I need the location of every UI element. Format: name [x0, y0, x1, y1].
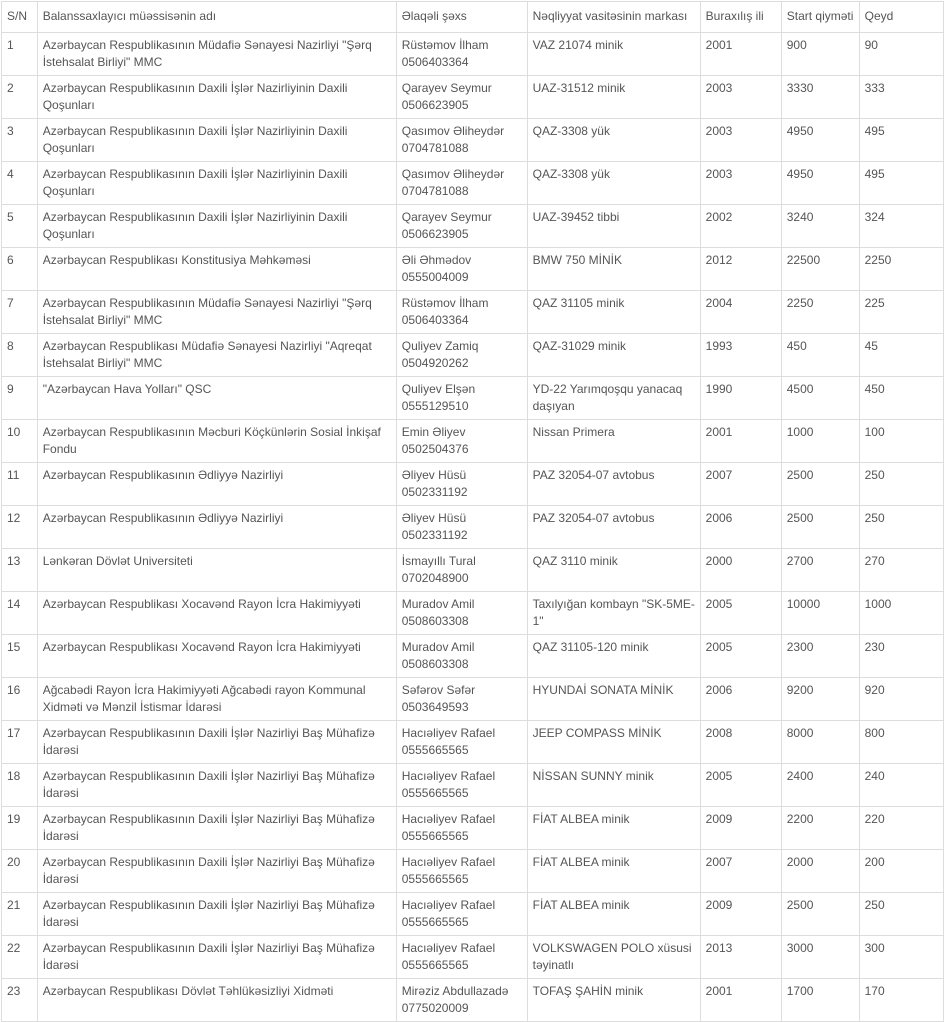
cell-release-year: 2005: [700, 592, 781, 635]
cell-vehicle-brand: HYUNDAİ SONATA MİNİK: [527, 678, 700, 721]
cell-contact-person: Əliyev Hüsü 0502331192: [396, 506, 527, 549]
cell-sn: 16: [2, 678, 38, 721]
cell-sn: 15: [2, 635, 38, 678]
cell-note: 45: [859, 334, 943, 377]
cell-contact-person: Əli Əhmədov 0555004009: [396, 248, 527, 291]
cell-note: 1000: [859, 592, 943, 635]
table-row: [2, 248, 944, 291]
header-release-year: Buraxılış ili: [700, 2, 781, 33]
cell-contact-person: Qasımov Əliheydər 0704781088: [396, 162, 527, 205]
cell-contact-person: Mirəziz Abdullazadə 0775020009: [396, 979, 527, 1022]
cell-note: 450: [859, 377, 943, 420]
cell-note: 2250: [859, 248, 943, 291]
cell-contact-person: Qarayev Seymur 0506623905: [396, 76, 527, 119]
cell-contact-person: Emin Əliyev 0502504376: [396, 420, 527, 463]
cell-contact-person: Qasımov Əliheydər 0704781088: [396, 119, 527, 162]
cell-sn: 9: [2, 377, 38, 420]
cell-vehicle-brand: UAZ-31512 minik: [527, 76, 700, 119]
cell-organization: Azərbaycan Respublikası Xocavənd Rayon İcra Hakimiyyəti: [37, 635, 396, 678]
cell-note: 100: [859, 420, 943, 463]
cell-organization: "Azərbaycan Hava Yolları" QSC: [37, 377, 396, 420]
cell-sn: 8: [2, 334, 38, 377]
cell-vehicle-brand: FİAT ALBEA minik: [527, 893, 700, 936]
cell-contact-person: Hacıəliyev Rafael 0555665565: [396, 764, 527, 807]
table-row: [2, 764, 944, 807]
cell-note: 270: [859, 549, 943, 592]
header-start-price: Start qiyməti: [781, 2, 859, 33]
table-row: [2, 893, 944, 936]
cell-sn: 19: [2, 807, 38, 850]
cell-release-year: 2008: [700, 721, 781, 764]
cell-sn: 21: [2, 893, 38, 936]
cell-organization: Azərbaycan Respublikası Müdafiə Sənayesi Nazirliyi "Aqreqat İstehsalat Birliyi" MMC: [37, 334, 396, 377]
table-row: [2, 334, 944, 377]
cell-note: 240: [859, 764, 943, 807]
cell-organization: Azərbaycan Respublikası Konstitusiya Məhkəməsi: [37, 248, 396, 291]
table-row: [2, 807, 944, 850]
cell-contact-person: Hacıəliyev Rafael 0555665565: [396, 850, 527, 893]
cell-organization: Azərbaycan Respublikasının Müdafiə Sənayesi Nazirliyi "Şərq İstehsalat Birliyi" MMC: [37, 33, 396, 76]
cell-contact-person: Hacıəliyev Rafael 0555665565: [396, 893, 527, 936]
cell-organization: Azərbaycan Respublikasının Daxili İşlər Nazirliyi Baş Mühafizə İdarəsi: [37, 893, 396, 936]
cell-sn: 10: [2, 420, 38, 463]
cell-start-price: 2700: [781, 549, 859, 592]
cell-release-year: 2009: [700, 807, 781, 850]
table-row: [2, 592, 944, 635]
cell-note: 200: [859, 850, 943, 893]
cell-organization: Lənkəran Dövlət Universiteti: [37, 549, 396, 592]
cell-release-year: 2000: [700, 549, 781, 592]
cell-release-year: 2003: [700, 76, 781, 119]
header-contact-person: Əlaqəli şəxs: [396, 2, 527, 33]
cell-vehicle-brand: Nissan Primera: [527, 420, 700, 463]
table-row: [2, 936, 944, 979]
cell-organization: Azərbaycan Respublikasının Ədliyyə Nazirliyi: [37, 463, 396, 506]
cell-release-year: 1993: [700, 334, 781, 377]
cell-organization: Azərbaycan Respublikasının Daxili İşlər Nazirliyinin Daxili Qoşunları: [37, 119, 396, 162]
cell-organization: Azərbaycan Respublikasının Daxili İşlər Nazirliyi Baş Mühafizə İdarəsi: [37, 721, 396, 764]
cell-contact-person: Hacıəliyev Rafael 0555665565: [396, 807, 527, 850]
cell-vehicle-brand: UAZ-39452 tibbi: [527, 205, 700, 248]
cell-start-price: 4950: [781, 119, 859, 162]
cell-release-year: 2003: [700, 119, 781, 162]
cell-contact-person: Səfərov Səfər 0503649593: [396, 678, 527, 721]
cell-note: 324: [859, 205, 943, 248]
table-row: [2, 721, 944, 764]
table-header-row: [2, 2, 944, 33]
table-row: [2, 291, 944, 334]
cell-organization: Azərbaycan Respublikasının Ədliyyə Nazirliyi: [37, 506, 396, 549]
cell-note: 225: [859, 291, 943, 334]
cell-contact-person: Hacıəliyev Rafael 0555665565: [396, 936, 527, 979]
cell-start-price: 2200: [781, 807, 859, 850]
cell-contact-person: İsmayıllı Tural 0702048900: [396, 549, 527, 592]
cell-vehicle-brand: YD-22 Yarımqoşqu yanacaq daşıyan: [527, 377, 700, 420]
cell-sn: 2: [2, 76, 38, 119]
cell-contact-person: Quliyev Zamiq 0504920262: [396, 334, 527, 377]
cell-release-year: 2001: [700, 420, 781, 463]
cell-vehicle-brand: PAZ 32054-07 avtobus: [527, 463, 700, 506]
cell-start-price: 900: [781, 33, 859, 76]
cell-vehicle-brand: QAZ 31105 minik: [527, 291, 700, 334]
cell-start-price: 10000: [781, 592, 859, 635]
cell-start-price: 4950: [781, 162, 859, 205]
cell-vehicle-brand: QAZ 31105-120 minik: [527, 635, 700, 678]
cell-sn: 17: [2, 721, 38, 764]
cell-organization: Azərbaycan Respublikasının Məcburi Köçkünlərin Sosial İnkişaf Fondu: [37, 420, 396, 463]
cell-start-price: 450: [781, 334, 859, 377]
cell-organization: Azərbaycan Respublikasının Daxili İşlər Nazirliyinin Daxili Qoşunları: [37, 76, 396, 119]
cell-start-price: 2500: [781, 506, 859, 549]
cell-release-year: 2009: [700, 893, 781, 936]
cell-start-price: 2500: [781, 463, 859, 506]
cell-start-price: 4500: [781, 377, 859, 420]
cell-release-year: 2001: [700, 979, 781, 1022]
cell-vehicle-brand: QAZ-3308 yük: [527, 119, 700, 162]
cell-start-price: 1700: [781, 979, 859, 1022]
cell-release-year: 2006: [700, 678, 781, 721]
table-row: [2, 549, 944, 592]
cell-release-year: 2012: [700, 248, 781, 291]
table-row: [2, 119, 944, 162]
cell-sn: 12: [2, 506, 38, 549]
cell-contact-person: Muradov Amil 0508603308: [396, 635, 527, 678]
cell-sn: 13: [2, 549, 38, 592]
cell-release-year: 2001: [700, 33, 781, 76]
cell-vehicle-brand: VAZ 21074 minik: [527, 33, 700, 76]
cell-contact-person: Rüstəmov İlham 0506403364: [396, 291, 527, 334]
cell-contact-person: Muradov Amil 0508603308: [396, 592, 527, 635]
cell-organization: Azərbaycan Respublikasının Daxili İşlər Nazirliyinin Daxili Qoşunları: [37, 162, 396, 205]
cell-release-year: 1990: [700, 377, 781, 420]
vehicle-auction-table: [1, 1, 944, 1022]
cell-vehicle-brand: FİAT ALBEA minik: [527, 850, 700, 893]
cell-sn: 11: [2, 463, 38, 506]
cell-note: 170: [859, 979, 943, 1022]
cell-note: 250: [859, 463, 943, 506]
cell-organization: Azərbaycan Respublikasının Daxili İşlər Nazirliyi Baş Mühafizə İdarəsi: [37, 764, 396, 807]
cell-start-price: 8000: [781, 721, 859, 764]
cell-note: 230: [859, 635, 943, 678]
cell-sn: 14: [2, 592, 38, 635]
cell-sn: 7: [2, 291, 38, 334]
table-row: [2, 33, 944, 76]
cell-sn: 4: [2, 162, 38, 205]
cell-organization: Azərbaycan Respublikasının Daxili İşlər Nazirliyi Baş Mühafizə İdarəsi: [37, 936, 396, 979]
table-row: [2, 205, 944, 248]
cell-release-year: 2004: [700, 291, 781, 334]
cell-sn: 6: [2, 248, 38, 291]
cell-start-price: 3000: [781, 936, 859, 979]
cell-contact-person: Hacıəliyev Rafael 0555665565: [396, 721, 527, 764]
cell-start-price: 2400: [781, 764, 859, 807]
cell-vehicle-brand: PAZ 32054-07 avtobus: [527, 506, 700, 549]
cell-release-year: 2006: [700, 506, 781, 549]
header-sn: S/N: [2, 2, 38, 33]
cell-vehicle-brand: QAZ-3308 yük: [527, 162, 700, 205]
cell-start-price: 2000: [781, 850, 859, 893]
cell-note: 495: [859, 119, 943, 162]
table-row: [2, 377, 944, 420]
table-row: [2, 678, 944, 721]
cell-sn: 5: [2, 205, 38, 248]
cell-start-price: 1000: [781, 420, 859, 463]
cell-start-price: 2250: [781, 291, 859, 334]
cell-organization: Azərbaycan Respublikasının Müdafiə Sənayesi Nazirliyi "Şərq İstehsalat Birliyi" MMC: [37, 291, 396, 334]
cell-release-year: 2005: [700, 635, 781, 678]
table-body: [2, 33, 944, 1022]
cell-vehicle-brand: QAZ 3110 minik: [527, 549, 700, 592]
cell-note: 250: [859, 893, 943, 936]
cell-organization: Azərbaycan Respublikası Xocavənd Rayon İcra Hakimiyyəti: [37, 592, 396, 635]
cell-organization: Azərbaycan Respublikası Dövlət Təhlükəsizliyi Xidməti: [37, 979, 396, 1022]
cell-vehicle-brand: QAZ-31029 minik: [527, 334, 700, 377]
cell-vehicle-brand: NİSSAN SUNNY minik: [527, 764, 700, 807]
cell-sn: 20: [2, 850, 38, 893]
cell-start-price: 22500: [781, 248, 859, 291]
table-row: [2, 506, 944, 549]
cell-start-price: 3240: [781, 205, 859, 248]
cell-release-year: 2003: [700, 162, 781, 205]
table-row: [2, 979, 944, 1022]
cell-release-year: 2007: [700, 463, 781, 506]
cell-contact-person: Rüstəmov İlham 0506403364: [396, 33, 527, 76]
table-row: [2, 850, 944, 893]
cell-start-price: 2500: [781, 893, 859, 936]
cell-note: 250: [859, 506, 943, 549]
cell-note: 920: [859, 678, 943, 721]
table-row: [2, 463, 944, 506]
cell-contact-person: Qarayev Seymur 0506623905: [396, 205, 527, 248]
header-vehicle-brand: Nəqliyyat vasitəsinin markası: [527, 2, 700, 33]
cell-note: 800: [859, 721, 943, 764]
header-organization: Balanssaxlayıcı müəssisənin adı: [37, 2, 396, 33]
cell-release-year: 2005: [700, 764, 781, 807]
cell-organization: Azərbaycan Respublikasının Daxili İşlər Nazirliyi Baş Mühafizə İdarəsi: [37, 850, 396, 893]
cell-contact-person: Quliyev Elşən 0555129510: [396, 377, 527, 420]
cell-vehicle-brand: JEEP COMPASS MİNİK: [527, 721, 700, 764]
cell-vehicle-brand: BMW 750 MİNİK: [527, 248, 700, 291]
cell-release-year: 2002: [700, 205, 781, 248]
cell-note: 300: [859, 936, 943, 979]
cell-release-year: 2013: [700, 936, 781, 979]
table-row: [2, 162, 944, 205]
header-note: Qeyd: [859, 2, 943, 33]
cell-organization: Azərbaycan Respublikasının Daxili İşlər Nazirliyi Baş Mühafizə İdarəsi: [37, 807, 396, 850]
cell-sn: 18: [2, 764, 38, 807]
cell-note: 495: [859, 162, 943, 205]
cell-sn: 23: [2, 979, 38, 1022]
cell-organization: Azərbaycan Respublikasının Daxili İşlər Nazirliyinin Daxili Qoşunları: [37, 205, 396, 248]
table-row: [2, 420, 944, 463]
cell-start-price: 9200: [781, 678, 859, 721]
cell-note: 90: [859, 33, 943, 76]
cell-organization: Ağcabədi Rayon İcra Hakimiyyəti Ağcabədi rayon Kommunal Xidməti və Mənzil İstismar İdarəsi: [37, 678, 396, 721]
cell-sn: 1: [2, 33, 38, 76]
cell-vehicle-brand: FİAT ALBEA minik: [527, 807, 700, 850]
cell-sn: 3: [2, 119, 38, 162]
cell-note: 333: [859, 76, 943, 119]
cell-start-price: 3330: [781, 76, 859, 119]
cell-vehicle-brand: TOFAŞ ŞAHİN minik: [527, 979, 700, 1022]
cell-contact-person: Əliyev Hüsü 0502331192: [396, 463, 527, 506]
cell-vehicle-brand: VOLKSWAGEN POLO xüsusi təyinatlı: [527, 936, 700, 979]
cell-sn: 22: [2, 936, 38, 979]
cell-release-year: 2007: [700, 850, 781, 893]
table-row: [2, 635, 944, 678]
table-row: [2, 76, 944, 119]
cell-vehicle-brand: Taxılyığan kombayn "SK-5ME-1": [527, 592, 700, 635]
cell-start-price: 2300: [781, 635, 859, 678]
cell-note: 220: [859, 807, 943, 850]
